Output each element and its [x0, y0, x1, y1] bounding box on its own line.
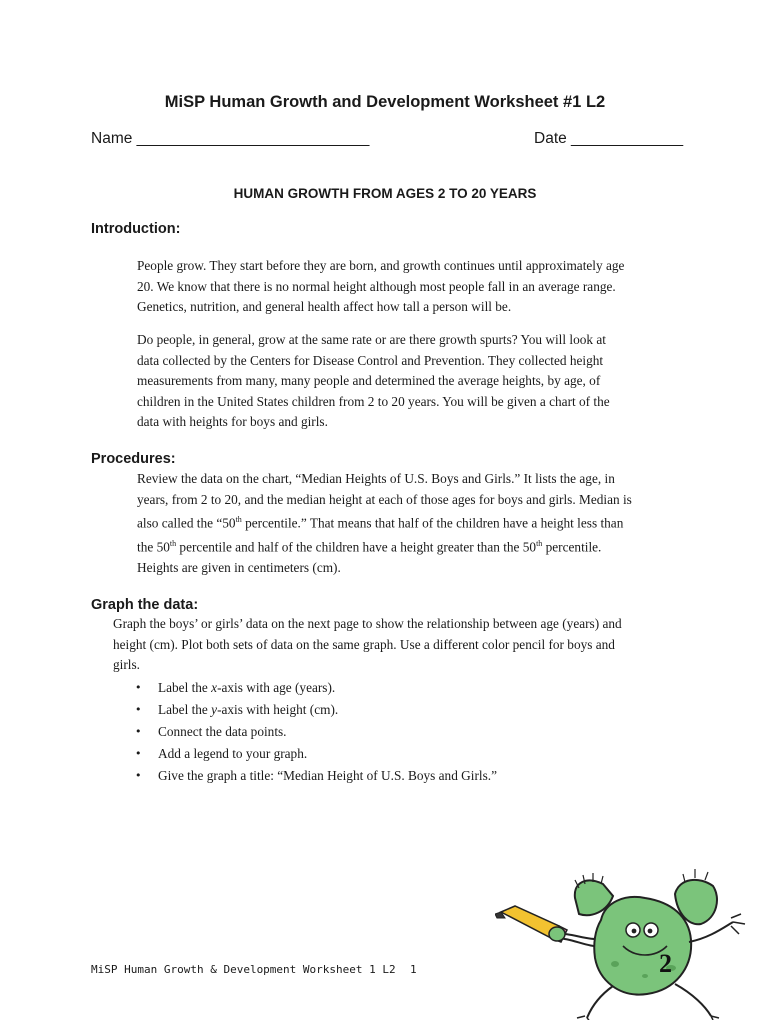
- text-line: Graph the boys’ or girls’ data on the next page to show the relationship between age (years) and: [113, 616, 622, 631]
- list-item: • Connect the data points.: [135, 721, 497, 743]
- text-line: children in the United States children from 2 to 20 years. You will be given a chart of the: [137, 393, 610, 409]
- text-line: data with heights for boys and girls.: [137, 414, 328, 429]
- text-line: Do people, in general, grow at the same rate or are there growth spurts? You will look at: [137, 332, 606, 347]
- text-line: the 50th percentile and half of the children have a height greater than the 50th percentile.: [137, 538, 602, 555]
- text-line: also called the “50th percentile.” That means that half of the children have a height less than: [137, 515, 624, 531]
- frog-mascot-illustration: [495, 868, 757, 1020]
- text-line: years, from 2 to 20, and the median height at each of those ages for boys and girls. Median is: [137, 491, 632, 507]
- text-line: Genetics, nutrition, and general health affect how tall a person will be.: [137, 299, 512, 314]
- introduction-paragraph-2: [137, 330, 610, 433]
- list-item: • Label the y-axis with height (cm).: [135, 699, 497, 721]
- text-line: 20. We know that there is no normal height although most people fall in an average range.: [137, 278, 616, 294]
- graph-instructions-list: [135, 677, 497, 787]
- name-field: Name ___________________________: [91, 130, 370, 147]
- introduction-heading: Introduction:: [91, 221, 181, 237]
- text-line: Heights are given in centimeters (cm).: [137, 559, 341, 575]
- worksheet-title: MiSP Human Growth and Development Worksheet #1 L2: [164, 93, 606, 111]
- list-item: • Give the graph a title: “Median Height of U.S. Boys and Girls.”: [135, 765, 497, 787]
- date-field: Date _____________: [534, 130, 684, 147]
- section-subtitle: HUMAN GROWTH FROM AGES 2 TO 20 YEARS: [233, 186, 537, 201]
- text-line: People grow. They start before they are born, and growth continues until approximately age: [137, 258, 625, 273]
- introduction-paragraph-1: [137, 256, 624, 318]
- text-line: height (cm). Plot both sets of data on the same graph. Use a different color pencil for boys and: [113, 636, 615, 652]
- list-item: • Add a legend to your graph.: [135, 743, 497, 765]
- graph-heading: Graph the data:: [91, 597, 199, 613]
- graph-paragraph: [113, 614, 622, 676]
- text-line: data collected by the Centers for Disease Control and Prevention. They collected height: [137, 352, 604, 368]
- procedures-paragraph: [137, 469, 632, 578]
- page-number: 1: [410, 963, 417, 976]
- text-line: girls.: [113, 657, 140, 672]
- text-line: measurements from many, many people and determined the average heights, by age, of: [137, 373, 601, 388]
- text-line: Review the data on the chart, “Median Heights of U.S. Boys and Girls.” It lists the age, in: [137, 471, 615, 486]
- list-item: • Label the x-axis with age (years).: [135, 677, 497, 699]
- footer-document-name: MiSP Human Growth & Development Worksheet 1 L2: [91, 963, 396, 976]
- mascot-number: 2: [659, 949, 672, 978]
- procedures-heading: Procedures:: [91, 451, 176, 467]
